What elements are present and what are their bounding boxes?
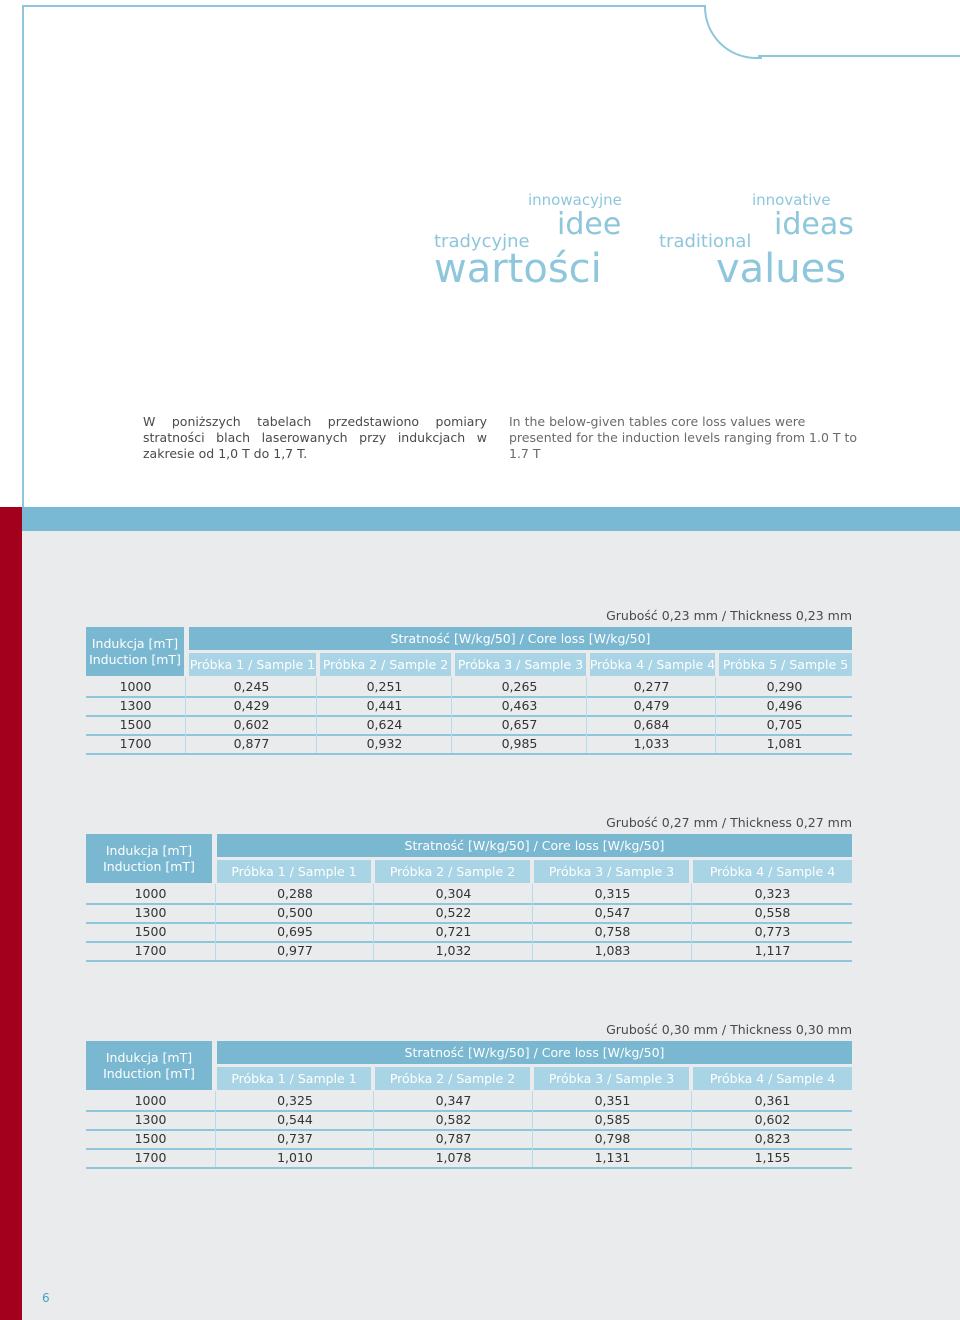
cell-value: 0,500 (215, 903, 374, 922)
cell-value: 0,773 (691, 922, 853, 941)
slogan-en-line2: ideas (774, 207, 854, 242)
cell-value: 0,705 (715, 715, 853, 734)
page-frame-corner (704, 5, 762, 59)
table-row (86, 1129, 852, 1150)
induction-label-pl: Indukcja [mT] (105, 842, 193, 858)
sample-header-4: Próbka 4 / Sample 4 (693, 860, 852, 883)
cell-value: 1,078 (373, 1148, 533, 1167)
induction-label-en: Induction [mT] (103, 858, 195, 874)
cell-induction: 1500 (119, 717, 152, 732)
page-frame-top-line (22, 5, 706, 7)
table-thickness-label: Grubość 0,23 mm / Thickness 0,23 mm (606, 608, 852, 623)
table-thickness-label: Grubość 0,30 mm / Thickness 0,30 mm (606, 1022, 852, 1037)
table-thickness-label: Grubość 0,27 mm / Thickness 0,27 mm (606, 815, 852, 830)
cell-value: 0,877 (185, 734, 317, 753)
table-row (86, 903, 852, 924)
brand-red-sidebar (0, 507, 22, 1320)
sample-header-3: Próbka 3 / Sample 3 (534, 1067, 689, 1090)
cell-value: 0,429 (185, 696, 317, 715)
cell-value: 0,695 (215, 922, 374, 941)
slogan-en-line1: innovative (752, 191, 831, 209)
cell-value: 0,684 (586, 715, 716, 734)
cell-value: 0,721 (373, 922, 533, 941)
cell-value: 0,479 (586, 696, 716, 715)
cell-value: 0,602 (691, 1110, 853, 1129)
slogan-pl-line1: innowacyjne (528, 191, 622, 209)
page-frame-left-line (22, 5, 24, 507)
table-row (86, 922, 852, 943)
intro-text-polish: W poniższych tabelach przedstawiono pomiary stratności blach laserowanych przy indukcjach w zakresie od 1,0 T do 1,7 T. (143, 414, 487, 461)
cell-value: 0,582 (373, 1110, 533, 1129)
table-row (86, 696, 852, 717)
cell-value: 0,547 (532, 903, 692, 922)
cell-value: 0,657 (451, 715, 587, 734)
cell-induction: 1700 (119, 736, 152, 751)
cell-value: 0,325 (215, 1091, 374, 1110)
cell-value: 0,737 (215, 1129, 374, 1148)
core-loss-header: Stratność [W/kg/50] / Core loss [W/kg/50] (189, 627, 852, 650)
induction-header (86, 834, 212, 883)
cell-value: 0,544 (215, 1110, 374, 1129)
sample-header-2: Próbka 2 / Sample 2 (375, 860, 530, 883)
cell-value: 0,277 (586, 677, 716, 696)
cell-induction: 1500 (134, 924, 167, 939)
table-row (86, 884, 852, 905)
sample-header-3: Próbka 3 / Sample 3 (455, 653, 586, 676)
table-row (86, 734, 852, 755)
slogan-en-line3: traditional (659, 231, 752, 252)
sample-header-1: Próbka 1 / Sample 1 (217, 1067, 371, 1090)
table-row (86, 715, 852, 736)
cell-value: 0,558 (691, 903, 853, 922)
cell-value: 0,985 (451, 734, 587, 753)
page-frame-rule (758, 55, 960, 57)
sample-header-4: Próbka 4 / Sample 4 (590, 653, 715, 676)
cell-value: 0,787 (373, 1129, 533, 1148)
page-number: 6 (42, 1291, 50, 1305)
cell-value: 0,522 (373, 903, 533, 922)
induction-header (86, 1041, 212, 1090)
cell-value: 0,758 (532, 922, 692, 941)
table-row (86, 941, 852, 962)
cell-value: 1,081 (715, 734, 853, 753)
cell-value: 1,117 (691, 941, 853, 960)
table-row (86, 1091, 852, 1112)
sample-header-4: Próbka 4 / Sample 4 (693, 1067, 852, 1090)
sample-header-3: Próbka 3 / Sample 3 (534, 860, 689, 883)
induction-label-en: Induction [mT] (103, 1065, 195, 1081)
section-blue-band (22, 507, 960, 531)
cell-value: 1,010 (215, 1148, 374, 1167)
cell-value: 0,245 (185, 677, 317, 696)
cell-induction: 1300 (134, 905, 167, 920)
cell-value: 0,323 (691, 884, 853, 903)
core-loss-header: Stratność [W/kg/50] / Core loss [W/kg/50] (217, 834, 852, 857)
cell-value: 0,932 (316, 734, 452, 753)
cell-induction: 1000 (119, 679, 152, 694)
cell-induction: 1300 (134, 1112, 167, 1127)
sample-header-2: Próbka 2 / Sample 2 (375, 1067, 530, 1090)
cell-value: 0,290 (715, 677, 853, 696)
cell-value: 0,351 (532, 1091, 692, 1110)
cell-induction: 1500 (134, 1131, 167, 1146)
table-row (86, 1148, 852, 1169)
slogan-pl-line2: idee (557, 207, 622, 242)
cell-induction: 1300 (119, 698, 152, 713)
cell-value: 0,602 (185, 715, 317, 734)
induction-label-en: Induction [mT] (89, 651, 181, 667)
cell-value: 1,155 (691, 1148, 853, 1167)
cell-value: 0,798 (532, 1129, 692, 1148)
cell-induction: 1700 (134, 1150, 167, 1165)
cell-value: 1,083 (532, 941, 692, 960)
slogan-pl-line3: tradycyjne (434, 231, 530, 252)
cell-value: 0,463 (451, 696, 587, 715)
cell-value: 0,823 (691, 1129, 853, 1148)
induction-label-pl: Indukcja [mT] (91, 635, 179, 651)
cell-induction: 1700 (134, 943, 167, 958)
cell-value: 0,347 (373, 1091, 533, 1110)
cell-value: 0,624 (316, 715, 452, 734)
intro-text-english: In the below-given tables core loss values were presented for the induction levels ranging from 1.0 T to 1.7 T (509, 414, 858, 461)
sample-header-5: Próbka 5 / Sample 5 (719, 653, 852, 676)
cell-value: 0,304 (373, 884, 533, 903)
cell-value: 1,131 (532, 1148, 692, 1167)
cell-value: 0,361 (691, 1091, 853, 1110)
cell-value: 1,033 (586, 734, 716, 753)
sample-header-1: Próbka 1 / Sample 1 (189, 653, 316, 676)
core-loss-header: Stratność [W/kg/50] / Core loss [W/kg/50] (217, 1041, 852, 1064)
sample-header-1: Próbka 1 / Sample 1 (217, 860, 371, 883)
cell-value: 0,265 (451, 677, 587, 696)
slogan-en-line4: values (716, 246, 847, 292)
sample-header-2: Próbka 2 / Sample 2 (320, 653, 451, 676)
cell-induction: 1000 (134, 886, 167, 901)
table-row (86, 1110, 852, 1131)
cell-value: 0,315 (532, 884, 692, 903)
cell-value: 0,977 (215, 941, 374, 960)
table-row (86, 677, 852, 698)
cell-value: 0,251 (316, 677, 452, 696)
induction-label-pl: Indukcja [mT] (105, 1049, 193, 1065)
slogan-pl-line4: wartości (434, 246, 602, 292)
induction-header (86, 627, 184, 676)
cell-induction: 1000 (134, 1093, 167, 1108)
cell-value: 0,496 (715, 696, 853, 715)
cell-value: 1,032 (373, 941, 533, 960)
cell-value: 0,441 (316, 696, 452, 715)
cell-value: 0,288 (215, 884, 374, 903)
cell-value: 0,585 (532, 1110, 692, 1129)
